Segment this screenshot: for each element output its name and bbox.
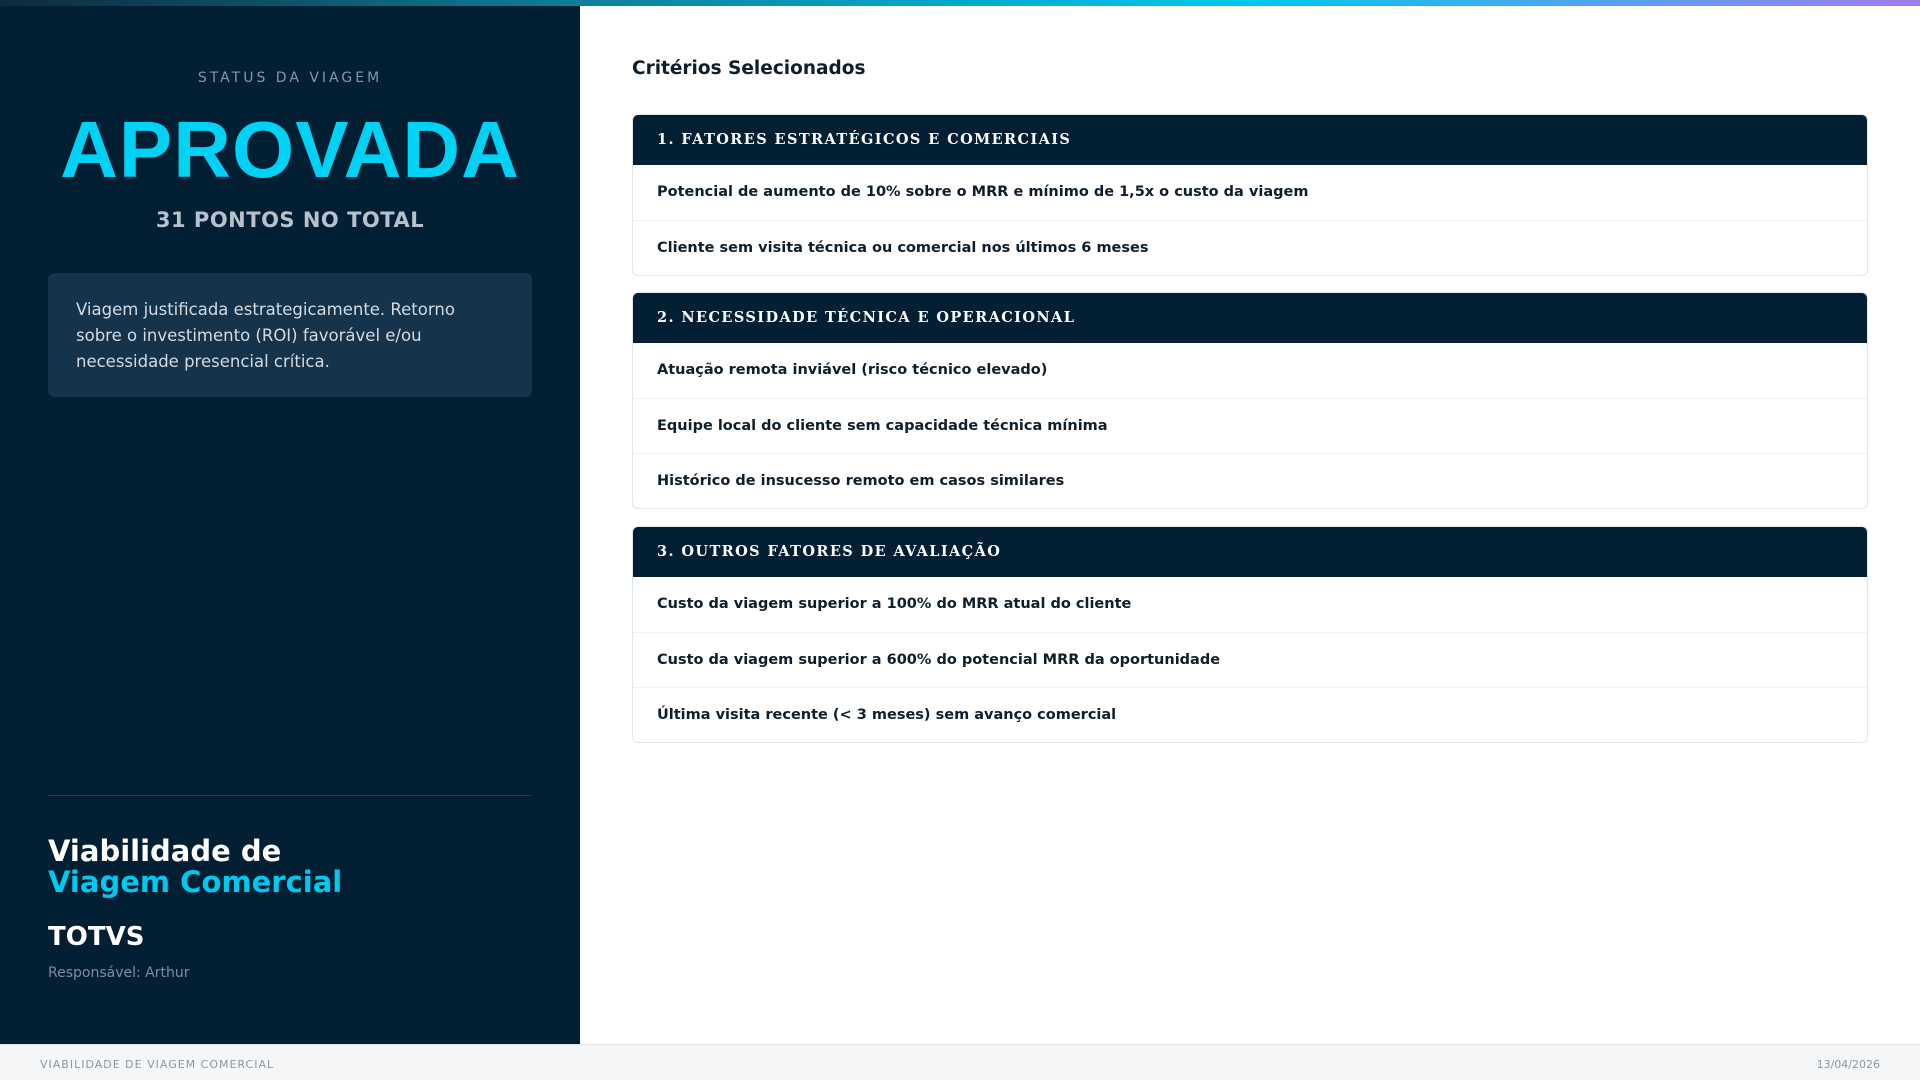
- criteria-card-technical: [632, 292, 1868, 509]
- criteria-item: Atuação remota inviável (risco técnico elevado): [657, 362, 1048, 378]
- card-header: 1. FATORES ESTRATÉGICOS E COMERCIAIS: [633, 115, 1867, 165]
- status-label: STATUS DA VIAGEM: [197, 70, 383, 86]
- report-title-line2: Viagem Comercial: [48, 865, 343, 899]
- criteria-item: Equipe local do cliente sem capacidade técnica mínima: [633, 398, 1867, 453]
- criteria-item: Última visita recente (< 3 meses) sem avanço comercial: [633, 687, 1867, 742]
- justification-box: Viagem justificada estrategicamente. Retorno sobre o investimento (ROI) favorável e/ou necessidade presencial crítica.: [48, 273, 532, 397]
- card-header: 3. OUTROS FATORES DE AVALIAÇÃO: [633, 527, 1867, 577]
- total-points: 31 PONTOS NO TOTAL: [155, 208, 425, 232]
- criteria-card-strategic: [632, 114, 1868, 276]
- criteria-item: Cliente sem visita técnica ou comercial nos últimos 6 meses: [633, 220, 1867, 275]
- footer-report-name: VIABILIDADE DE VIAGEM COMERCIAL: [40, 1058, 275, 1071]
- report-title-line1: Viabilidade de: [48, 834, 282, 868]
- criteria-card-other: [632, 526, 1868, 743]
- responsible-person: Responsável: Arthur: [48, 965, 190, 981]
- criteria-panel: [580, 0, 1920, 1044]
- criteria-item: Potencial de aumento de 10% sobre o MRR e mínimo de 1,5x o custo da viagem: [657, 184, 1309, 200]
- status-value: APROVADA: [60, 105, 520, 194]
- criteria-item: Custo da viagem superior a 600% do potencial MRR da oportunidade: [633, 632, 1867, 687]
- page-footer: [0, 1044, 1920, 1080]
- top-gradient-bar: [0, 0, 1920, 6]
- report-title: [48, 836, 342, 898]
- criteria-item: Histórico de insucesso remoto em casos similares: [633, 453, 1867, 508]
- footer-date: 13/04/2026: [1816, 1058, 1880, 1071]
- sidebar-divider: [48, 795, 532, 796]
- criteria-item: Custo da viagem superior a 100% do MRR atual do cliente: [657, 596, 1132, 612]
- criteria-heading: Critérios Selecionados: [632, 58, 866, 79]
- company-name: TOTVS: [48, 922, 145, 952]
- card-header: 2. NECESSIDADE TÉCNICA E OPERACIONAL: [633, 293, 1867, 343]
- status-sidebar: [0, 0, 580, 1044]
